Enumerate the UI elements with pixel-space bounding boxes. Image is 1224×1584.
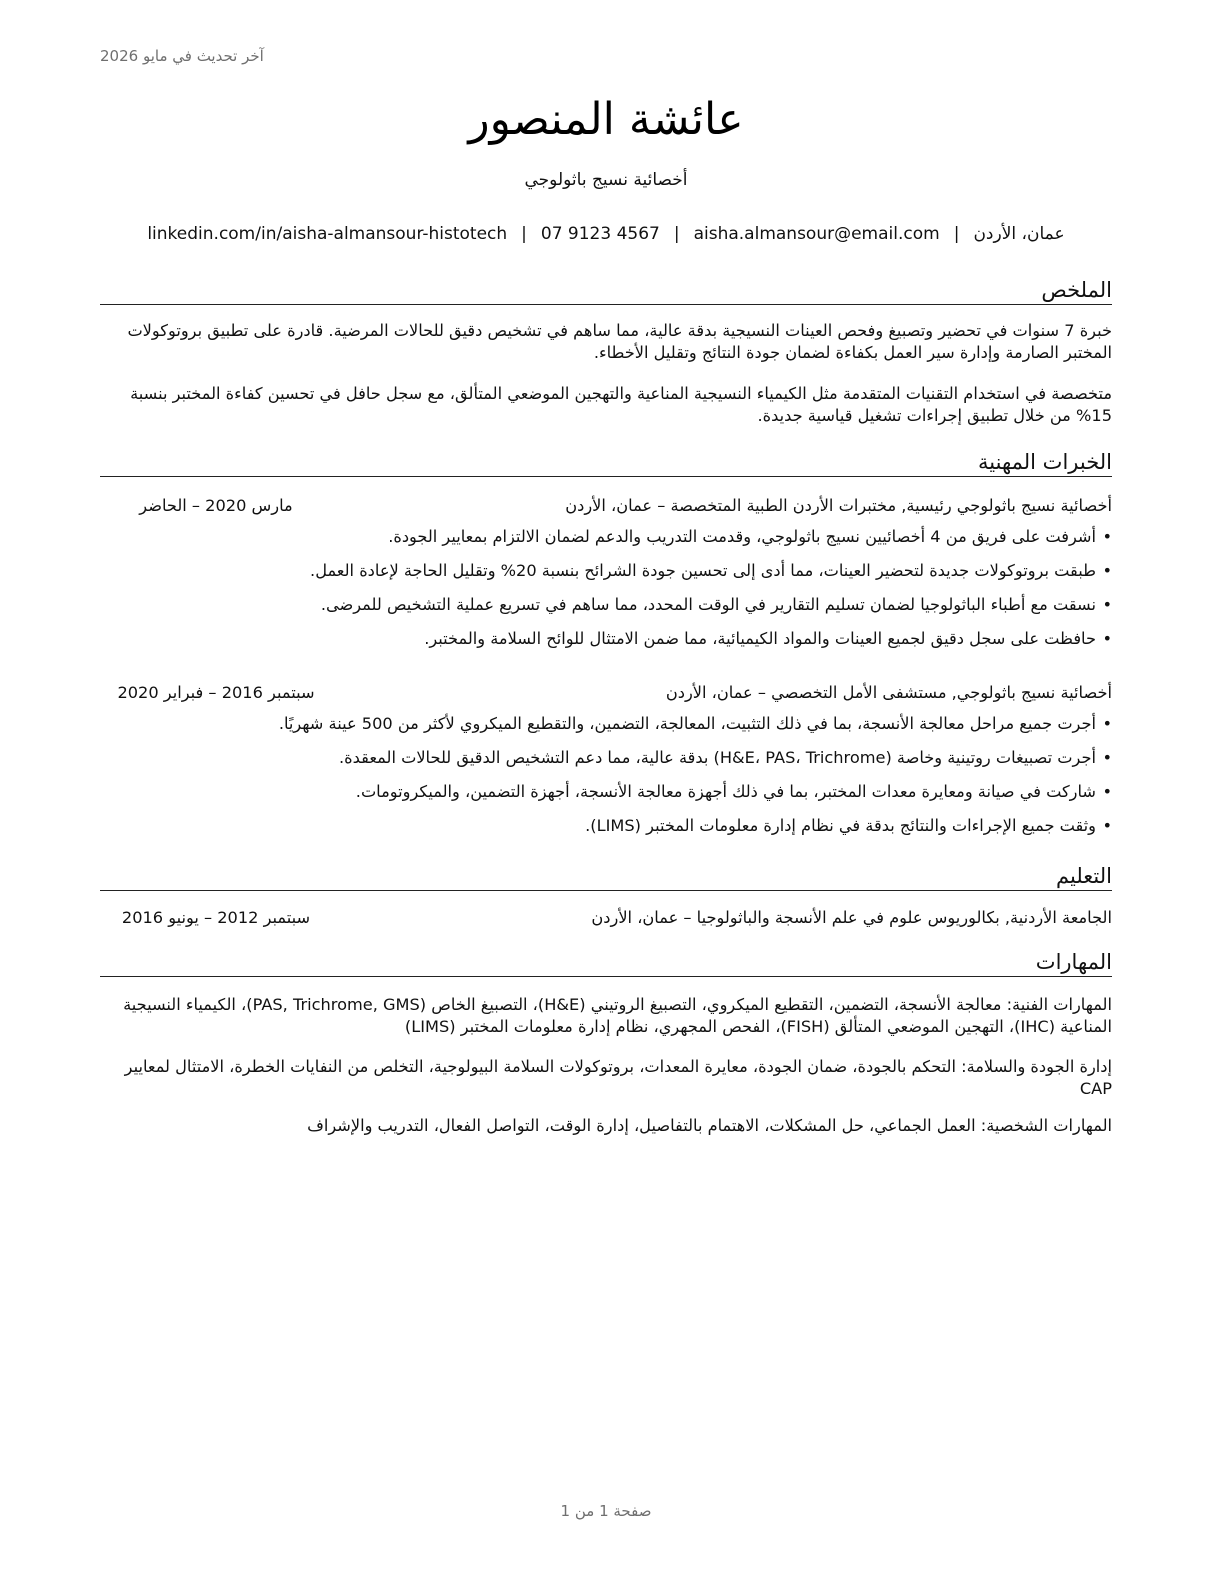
list-item: •حافظت على سجل دقيق لجميع العينات والمواد الكيميائية، مما ضمن الامتثال للوائح السلامة والمختبر.	[424, 629, 1112, 648]
contact-location: عمان، الأردن	[973, 224, 1065, 244]
education-heading: التعليم	[100, 862, 1112, 891]
candidate-name: عائشة المنصور	[468, 94, 744, 145]
list-item: •أجرت تصبيغات روتينية وخاصة (H&E، PAS، Trichrome) بدقة عالية، مما دعم التشخيص الدقيق للحالات المعقدة.	[339, 748, 1112, 767]
education-entry	[100, 906, 1112, 930]
last-updated: آخر تحديث في مايو 2026	[100, 47, 264, 65]
education-degree: الجامعة الأردنية, بكالوريوس علوم في علم الأنسجة والباثولوجيا – عمان، الأردن	[591, 908, 1112, 927]
list-item: •وثقت جميع الإجراءات والنتائج بدقة في نظام إدارة معلومات المختبر (LIMS).	[585, 816, 1112, 835]
job-header	[100, 494, 1112, 518]
skills-heading: المهارات	[100, 948, 1112, 977]
contact-separator: |	[673, 224, 680, 244]
contact-email[interactable]: aisha.almansour@email.com	[693, 224, 940, 244]
candidate-title: أخصائية نسيج باثولوجي	[524, 170, 688, 190]
job-bullets	[100, 526, 1112, 662]
list-item: •أشرفت على فريق من 4 أخصائيين نسيج باثولوجي، وقدمت التدريب والدعم لضمان الالتزام بمعايير الجودة.	[388, 527, 1112, 546]
resume-page	[100, 0, 1112, 1584]
page-number: صفحة 1 من 1	[560, 1502, 652, 1520]
contact-phone: 07 9123 4567	[540, 224, 660, 244]
job-dates: مارس 2020 – الحاضر	[139, 496, 293, 515]
job-role: أخصائية نسيج باثولوجي رئيسية, مختبرات الأردن الطبية المتخصصة – عمان، الأردن	[565, 496, 1112, 515]
job-bullets	[100, 713, 1112, 849]
list-item: •طبقت بروتوكولات جديدة لتحضير العينات، مما أدى إلى تحسين جودة الشرائح بنسبة 20% وتقليل الحاجة لإعادة العمل.	[310, 561, 1112, 580]
skills-paragraph: إدارة الجودة والسلامة: التحكم بالجودة، ضمان الجودة، معايرة المعدات، بروتوكولات السلامة البيولوجية، التخلص من النفايات الخطرة، الامتثال لمعايير CAP	[124, 1057, 1112, 1098]
summary-paragraph: خبرة 7 سنوات في تحضير وتصبيغ وفحص العينات النسيجية بدقة عالية، مما ساهم في تشخيص دقيق للحالات المرضية. قادرة على تطبيق بروتوكولات المختبر الصارمة وإدارة سير العمل بكفاءة لضمان جودة النتائج وتقليل الأخطاء.	[127, 321, 1112, 362]
summary-paragraph: متخصصة في استخدام التقنيات المتقدمة مثل الكيمياء النسيجية المناعية والتهجين الموضعي المتألق، مع سجل حافل في تحسين كفاءة المختبر بنسبة 15% من خلال تطبيق إجراءات تشغيل قياسية جديدة.	[130, 384, 1112, 425]
contact-linkedin[interactable]: linkedin.com/in/aisha-almansour-histotech	[147, 224, 508, 244]
education-dates: سبتمبر 2012 – يونيو 2016	[121, 908, 311, 927]
skills-paragraph: المهارات الشخصية: العمل الجماعي، حل المشكلات، الاهتمام بالتفاصيل، إدارة الوقت، التواصل الفعال، التدريب والإشراف	[307, 1116, 1112, 1135]
summary-heading: الملخص	[100, 276, 1112, 305]
job-dates: سبتمبر 2016 – فبراير 2020	[117, 683, 315, 702]
list-item: •شاركت في صيانة ومعايرة معدات المختبر، بما في ذلك أجهزة معالجة الأنسجة، أجهزة التضمين، والميكروتومات.	[355, 782, 1112, 801]
job-header	[100, 681, 1112, 705]
contact-separator: |	[521, 224, 527, 244]
job-role: أخصائية نسيج باثولوجي, مستشفى الأمل التخصصي – عمان، الأردن	[665, 683, 1112, 702]
list-item: •أجرت جميع مراحل معالجة الأنسجة، بما في ذلك التثبيت، المعالجة، التضمين، والتقطيع الميكروي لأكثر من 500 عينة شهريًا.	[278, 714, 1112, 733]
contact-line	[100, 224, 1112, 244]
contact-separator: |	[953, 224, 960, 244]
skills-paragraph: المهارات الفنية: معالجة الأنسجة، التضمين، التقطيع الميكروي، التصبيغ الروتيني (H&E)، التصبيغ الخاص (PAS, Trichrome, GMS)، الكيمياء النسيجية المناعية (IHC)، التهجين الموضعي المتألق (FISH)، الفحص المجهري، نظام إدارة معلومات المختبر (LIMS)	[123, 995, 1112, 1036]
list-item: •نسقت مع أطباء الباثولوجيا لضمان تسليم التقارير في الوقت المحدد، مما ساهم في تسريع عملية التشخيص للمرضى.	[320, 595, 1112, 614]
experience-heading: الخبرات المهنية	[100, 448, 1112, 477]
